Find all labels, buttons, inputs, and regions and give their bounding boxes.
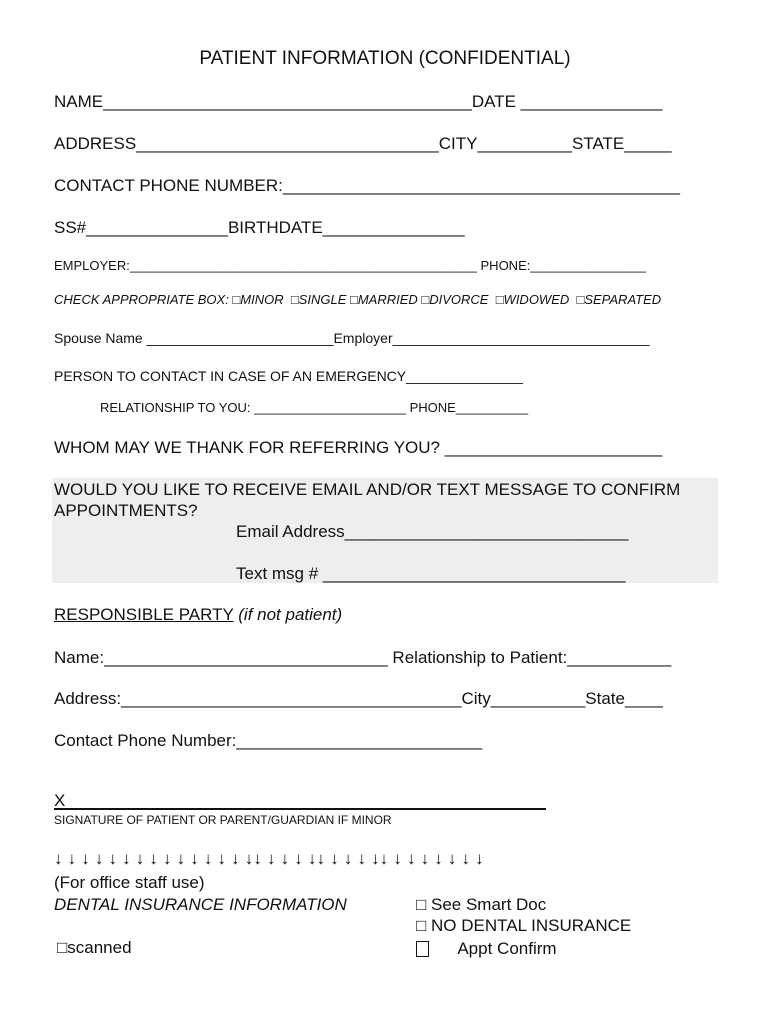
relationship-phone-row[interactable]: RELATIONSHIP TO YOU: _____________________ PHONE__________: [100, 400, 529, 415]
scanned-checkbox[interactable]: □scanned: [57, 938, 132, 957]
dental-insurance-heading: DENTAL INSURANCE INFORMATION: [54, 895, 347, 914]
signature-caption: SIGNATURE OF PATIENT OR PARENT/GUARDIAN IF MINOR: [54, 813, 392, 827]
responsible-phone-row[interactable]: Contact Phone Number:__________________________: [54, 731, 483, 750]
emergency-contact-row[interactable]: PERSON TO CONTACT IN CASE OF AN EMERGENCY_______________: [54, 368, 523, 384]
appt-confirm-row[interactable]: [416, 939, 557, 959]
see-smart-doc-checkbox[interactable]: □ See Smart Doc: [416, 895, 547, 914]
marital-status-checkboxes[interactable]: CHECK APPROPRIATE BOX: □MINOR □SINGLE □MARRIED □DIVORCE □WIDOWED □SEPARATED: [54, 292, 662, 307]
confirmation-question-line1: WOULD YOU LIKE TO RECEIVE EMAIL AND/OR TEXT MESSAGE TO CONFIRM: [54, 480, 681, 499]
email-address-field[interactable]: Email Address______________________________: [236, 522, 629, 541]
responsible-address-row[interactable]: Address:____________________________________City__________State____: [54, 689, 663, 708]
down-arrows-divider: ↓ ↓ ↓ ↓ ↓ ↓ ↓ ↓ ↓ ↓ ↓ ↓ ↓ ↓ ↓↓ ↓ ↓ ↓ ↓↓ ↓ ↓ ↓ ↓↓ ↓ ↓ ↓ ↓ ↓ ↓ ↓: [54, 849, 484, 868]
responsible-party-heading: [54, 605, 342, 625]
no-dental-insurance-checkbox[interactable]: □ NO DENTAL INSURANCE: [416, 916, 632, 935]
appt-confirm-label: Appt Confirm: [457, 939, 557, 958]
form-title: PATIENT INFORMATION (CONFIDENTIAL): [199, 48, 571, 69]
signature-mark: X: [54, 791, 66, 810]
responsible-name-row[interactable]: Name:______________________________ Relationship to Patient:___________: [54, 648, 672, 667]
confirmation-question-line2: APPOINTMENTS?: [54, 501, 198, 520]
contact-phone-row[interactable]: CONTACT PHONE NUMBER:__________________________________________: [54, 176, 680, 195]
referral-row[interactable]: WHOM MAY WE THANK FOR REFERRING YOU? _______________________: [54, 438, 663, 457]
office-use-label: (For office staff use): [54, 873, 205, 892]
name-date-row[interactable]: NAME_______________________________________DATE _______________: [54, 92, 663, 111]
signature-line[interactable]: [54, 808, 546, 810]
responsible-party-title: RESPONSIBLE PARTY: [54, 605, 234, 624]
address-city-state-row[interactable]: ADDRESS________________________________CITY__________STATE_____: [54, 134, 672, 153]
appt-confirm-checkbox-icon[interactable]: [416, 941, 429, 957]
employer-phone-row[interactable]: EMPLOYER:________________________________________________ PHONE:________________: [54, 258, 647, 273]
spouse-employer-row[interactable]: Spouse Name ________________________Employer_________________________________: [54, 330, 650, 346]
responsible-party-note: (if not patient): [238, 605, 343, 624]
text-msg-field[interactable]: Text msg # ________________________________: [236, 564, 626, 583]
ss-birthdate-row[interactable]: SS#_______________BIRTHDATE_______________: [54, 218, 465, 237]
